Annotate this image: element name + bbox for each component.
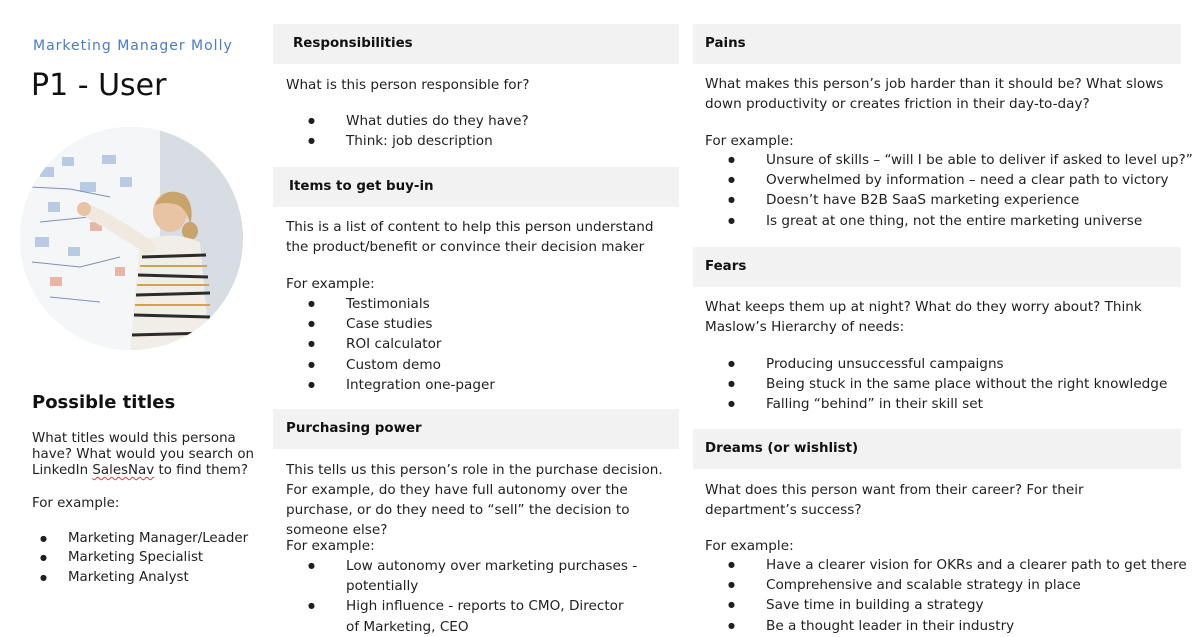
possible-titles-heading: Possible titles bbox=[32, 392, 176, 413]
pains-list bbox=[728, 150, 1193, 231]
list-item: ● Overwhelmed by information – need a clear path to victory bbox=[728, 170, 1193, 190]
list-item: ● Marketing Analyst bbox=[40, 568, 248, 587]
list-item: ● Integration one-pager bbox=[308, 375, 495, 395]
responsibilities-list bbox=[308, 111, 529, 151]
list-item: ● High influence - reports to CMO, Director of Marketing, CEO bbox=[308, 596, 638, 636]
possible-titles-example-label: For example: bbox=[32, 496, 120, 511]
list-item: ● Producing unsuccessful campaigns bbox=[728, 354, 1167, 374]
persona-name: Marketing Manager Molly bbox=[33, 38, 233, 54]
list-item: ● Marketing Manager/Leader bbox=[40, 529, 248, 548]
buy-in-example-label: For example: bbox=[286, 276, 375, 292]
pains-question: What makes this person’s job harder than it should be? What slows down productivity or creates friction in their day-to-day? bbox=[705, 76, 1164, 112]
possible-titles-question: What titles would this persona have? What would you search on LinkedIn SalesNav to find them? bbox=[32, 431, 255, 478]
pains-example-label: For example: bbox=[705, 133, 794, 149]
fears-question: What keeps them up at night? What do they worry about? Think Maslow’s Hierarchy of needs: bbox=[705, 299, 1142, 335]
list-item: ● Doesn’t have B2B SaaS marketing experience bbox=[728, 190, 1193, 210]
list-item: ● Be a thought leader in their industry bbox=[728, 616, 1187, 636]
responsibilities-question: What is this person responsible for? bbox=[286, 77, 530, 93]
dreams-list bbox=[728, 555, 1187, 636]
list-item: ● Have a clearer vision for OKRs and a clearer path to get there bbox=[728, 555, 1187, 575]
purchasing-power-list bbox=[308, 556, 638, 637]
list-item: ● Unsure of skills – “will I be able to deliver if asked to level up?” bbox=[728, 150, 1193, 170]
persona-photo bbox=[20, 127, 243, 350]
persona-title: P1 - User bbox=[31, 68, 167, 103]
possible-titles-list bbox=[40, 529, 248, 587]
pains-heading: Pains bbox=[693, 24, 1181, 64]
list-item: ● Testimonials bbox=[308, 294, 495, 314]
list-item: ● Is great at one thing, not the entire marketing universe bbox=[728, 211, 1193, 231]
dreams-question: What does this person want from their career? For their department’s success? bbox=[705, 482, 1084, 518]
list-item: ● Save time in building a strategy bbox=[728, 595, 1187, 615]
list-item: ● Marketing Specialist bbox=[40, 548, 248, 567]
buy-in-list bbox=[308, 294, 495, 395]
list-item: ● Falling “behind” in their skill set bbox=[728, 394, 1167, 414]
dreams-heading: Dreams (or wishlist) bbox=[693, 429, 1181, 469]
salesnav-spellcheck-word: SalesNav bbox=[92, 463, 155, 478]
dreams-example-label: For example: bbox=[705, 538, 794, 554]
list-item: ● Think: job description bbox=[308, 131, 529, 151]
list-item: ● ROI calculator bbox=[308, 334, 495, 354]
purchasing-power-example-label: For example: bbox=[286, 538, 375, 554]
fears-heading: Fears bbox=[693, 247, 1181, 287]
list-item: ● Comprehensive and scalable strategy in place bbox=[728, 575, 1187, 595]
list-item: ● What duties do they have? bbox=[308, 111, 529, 131]
buy-in-heading: Items to get buy-in bbox=[273, 167, 679, 207]
purchasing-power-heading: Purchasing power bbox=[273, 409, 679, 449]
persona-photo-illustration bbox=[20, 127, 243, 350]
fears-list bbox=[728, 354, 1167, 415]
list-item: ● Being stuck in the same place without the right knowledge bbox=[728, 374, 1167, 394]
responsibilities-heading: Responsibilities bbox=[273, 24, 679, 64]
list-item: ● Low autonomy over marketing purchases - potentially bbox=[308, 556, 638, 596]
list-item: ● Custom demo bbox=[308, 355, 495, 375]
buy-in-question: This is a list of content to help this person understand the product/benefit or convince their decision maker bbox=[286, 219, 654, 255]
list-item: ● Case studies bbox=[308, 314, 495, 334]
purchasing-power-question: This tells us this person’s role in the purchase decision. For example, do they have full autonomy over the purchase, or do they need to “sell” the decision to someone else? bbox=[286, 462, 663, 538]
